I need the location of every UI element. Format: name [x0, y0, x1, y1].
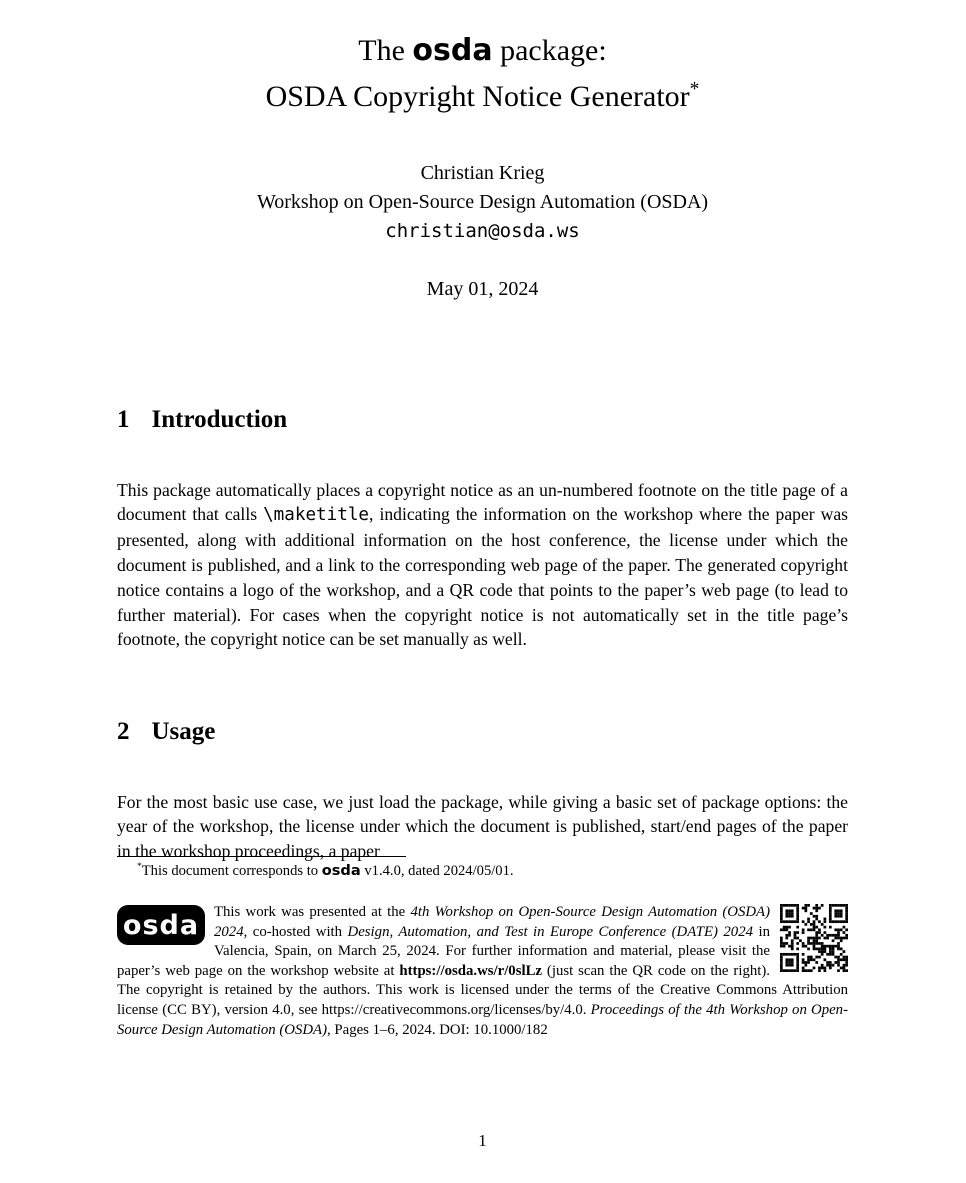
- section-number: 1: [117, 406, 130, 433]
- page-number: 1: [478, 1131, 487, 1150]
- qr-code-icon[interactable]: [780, 904, 848, 972]
- paper-title-line2: OSDA Copyright Notice Generator*: [265, 79, 700, 113]
- introduction-paragraph: This package automatically places a copyright notice as an un-numbered footnote on the title page of a document that calls \maketitle, indicating the information on the workshop where the paper was presented, along with additional information on the host conference, the license under which the document is published, and a link to the corresponding web page of the paper. The generated copyright notice contains a logo of the workshop, and a QR code that points to the paper’s web page (to lead to further material). For cases when the copyright notice is not automatically set in the title page’s footnote, the copyright notice can be set manually as well.: [117, 479, 849, 650]
- author-block: [117, 159, 848, 246]
- osda-logo: osda: [117, 905, 205, 945]
- author-affiliation: Workshop on Open-Source Design Automation (OSDA): [256, 191, 709, 213]
- author-name: Christian Krieg: [420, 162, 545, 184]
- title-footnote: *This document corresponds to osda v1.4.0, dated 2024/05/01.: [137, 862, 514, 879]
- title-block: [117, 28, 848, 120]
- section-heading-usage: [117, 718, 848, 746]
- paper-title-line1: The osda package:: [358, 33, 607, 68]
- section-number: 2: [117, 718, 130, 745]
- usage-paragraph: For the most basic use case, we just load the package, while giving a basic set of package options: the year of the workshop, the license under which the document is published, start/end pages of the paper in the workshop proceedings, a paper: [117, 791, 848, 862]
- copyright-notice: [117, 903, 848, 1040]
- footnote-rule: [117, 856, 406, 857]
- author-email[interactable]: christian@osda.ws: [385, 220, 580, 242]
- section-title: Usage: [151, 718, 216, 745]
- section-title: Introduction: [151, 406, 288, 433]
- copyright-notice-text: This work was presented at the 4th Workshop on Open-Source Design Automation (OSDA) 2024, co-hosted with Design, Automation, and Test in Europe Conference (DATE) 2024 in Valencia, Spain, on March 25, 2024. For further information and material, please visit the paper’s web page on the workshop website at https://osda.ws/r/0slLz (just scan the QR code on the right). The copyright is retained by the authors. This work is licensed under the terms of the Creative Commons Attribution license (CC BY), version 4.0, see https://creativecommons.org/licenses/by/4.0. Proceedings of the 4th Workshop on Open-Source Design Automation (OSDA), Pages 1–6, 2024. DOI: 10.1000/182: [117, 904, 848, 1038]
- section-heading-introduction: [117, 406, 848, 434]
- paper-date: May 01, 2024: [426, 278, 539, 300]
